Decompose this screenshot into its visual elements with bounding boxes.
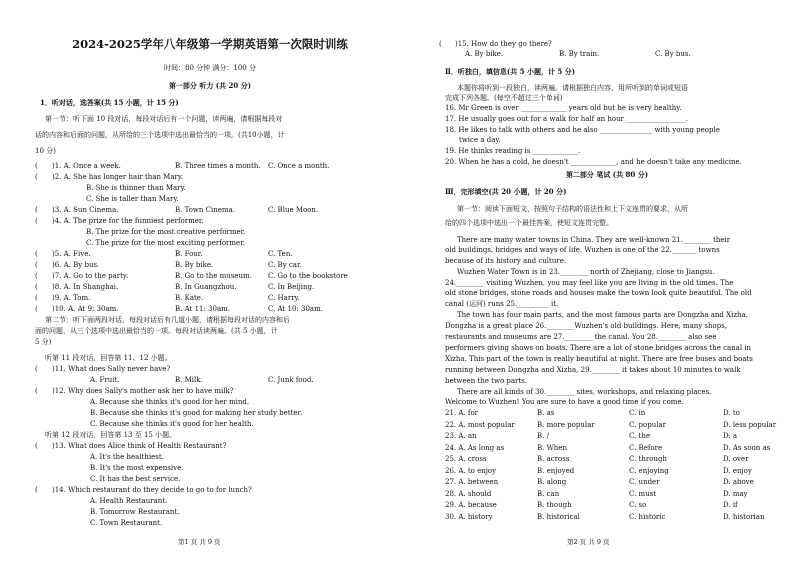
passage-line: Dongzha is a great place 26.________Wuzhen's old buildings. Here, many shops, [445,322,728,330]
sec2-instruction-line: 完成下列各题。(每空不超过三个单词) [445,94,563,102]
question-option-b: B. It's the most expensive. [90,464,184,472]
question-stem: )15. How do they go there? [455,40,552,48]
question-option-c: C. Ten. [268,250,293,258]
answer-paren[interactable]: ( [439,40,442,48]
cloze-option-a: 22. A. most popular [445,420,515,429]
question-option-a: A. Because she thinks it's good for her mind. [90,398,250,406]
cloze-option-b: B. historical [537,512,580,521]
cloze-option-d: D. enjoy [723,466,752,475]
passage-line: between the two parts. [445,377,528,385]
cloze-option-c: C. enjoying [629,466,669,475]
question-option-a: A. It's the healthiest. [90,453,164,461]
cloze-option-a: 29. A. because [445,501,497,509]
question-option-c: C. In Beijing. [268,283,315,291]
cloze-option-c: C. through [629,455,667,463]
question-stem: )11. What does Sally never have? [52,365,171,373]
answer-paren[interactable]: ( [35,261,38,269]
answer-paren[interactable]: ( [35,294,38,302]
sec1-heading: 1．听对话，选答案(共 15 小题，计 15 分) [40,98,179,107]
answer-paren[interactable]: ( [35,217,38,225]
question-option-a: )7. A. Go to the party. [52,272,129,280]
question-option-b: B. Four. [175,250,203,258]
question-option-a: )1. A. Once a week. [52,162,121,170]
question-option-c: C. Because she thinks it's good for her health. [90,420,254,428]
passage-line: There are all kinds of 30.________ sites, workshops, and relaxing places. [457,388,712,396]
cloze-option-c: C. historic [629,512,666,521]
question-option-c: C. By car. [268,261,302,269]
question-option-c: C. Town Restaurant. [90,519,163,527]
cloze-option-d: D. above [723,478,754,486]
passage-line: old buildings, bridges and ways of life. Wuzhen is one of the 22._______ towns [445,246,720,254]
cloze-option-a: 21. A. for [445,409,479,417]
passage-line: There are many water towns in China. They are well-known 21.________ their [457,236,731,244]
answer-paren[interactable]: ( [35,486,38,494]
question-option-b: B. By bike. [175,261,214,269]
sec2-instruction-line: 本题你将听到一段独白，读两遍。请根据独白内容、用所听到的单词或短语 [457,84,688,92]
question-option-a: )5. A. Five. [52,250,91,258]
question-option-b: B. The prize for the most creative performer. [86,228,246,236]
answer-paren[interactable]: ( [35,250,38,258]
cloze-option-d: D. historian [723,512,765,521]
cloze-option-b: B. though [537,501,572,509]
cloze-option-a: 28. A. should [445,489,492,498]
fill-blank-item: 20. When he has a cold, he doesn't _____________, and he doesn't take any medicine. [445,158,742,166]
cloze-option-d: D. less popular [723,420,777,429]
cloze-option-d: D. may [723,489,748,498]
answer-paren[interactable]: ( [35,305,38,313]
sec3-heading: Ⅲ．完形填空(共 20 小题，计 20 分) [445,187,567,196]
sec2-instruction-line: 5 分) [35,338,52,346]
sec1-instruction-line: 第一节：听下面 10 段对话，每段对话后有一个问题，读两遍，请根据每段对 [45,115,283,123]
cloze-option-b: B. enjoyed [537,466,575,475]
exam-title: 2024-2025学年八年级第一学期英语第一次限时训练 [72,37,348,51]
passage-line: performers giving shows on boats. There are a lot of stone bridges across the canal in [445,344,752,352]
cloze-option-b: B. more popular [537,420,595,429]
question-option-a: )2. A. She has longer hair than Mary. [52,173,184,181]
cloze-option-b: B. When [537,443,567,452]
question-option-a: )6. A. By bus. [52,261,100,269]
question-option-a: )4. A. The prize for the funniest performer. [52,217,204,225]
passage-line: canal (运河) runs 25._________ it. [445,300,559,308]
question-option-c: C. The prize for the most exciting performer. [86,239,245,247]
conversation-intro: 听第 11 段对话，回答第 11、12 小题。 [45,354,172,362]
cloze-option-c: C. popular [629,420,666,429]
question-option-a: )8. A. In Shanghai. [52,283,119,291]
question-option-b: B. Three times a month. [175,162,261,170]
question-option-c: C. Harry. [268,294,300,302]
question-option-c: C. Junk food. [268,376,314,384]
question-stem: )14. Which restaurant do they decide to go to for lunch? [52,486,252,494]
fill-blank-item: 19. He thinks reading is _____________. [445,147,581,155]
sec2-instruction-line: 第二节：听下面两段对话，每段对话后有几道小题，请根据每段对话的内容和后 [45,316,290,324]
right-page [397,0,794,561]
cloze-option-a: 27. A. between [445,478,499,486]
question-option-a: )9. A. Tom. [52,294,91,302]
sec3-instruction-line: 第一节：阅读下面短文，按照句子结构的语法性和上下文连贯的要求，从所 [457,205,688,213]
cloze-option-c: C. Before [629,443,663,452]
passage-line: Wuzhen Water Town is in 23.________ north of Zhejiang, close to Jiangsu. [457,268,715,276]
cloze-option-a: 26. A. to enjoy [445,466,497,475]
cloze-option-c: C. under [629,478,660,486]
answer-paren[interactable]: ( [35,365,38,373]
passage-line: 24.________ visiting Wuzhen, you may feel like you are living in the old times. The [445,279,734,287]
passage-line: because of its history and culture. [445,257,567,265]
cloze-option-b: B. can [537,489,560,498]
fill-blank-item: 18. He likes to talk with others and he also _______________ with young people [445,126,720,134]
cloze-option-d: D. As soon as [723,443,771,452]
question-option-b: B. She is thinner than Mary. [86,184,186,192]
sec3-instruction-line: 给的四个选项中选出一个最佳答案，使短文连贯完整。 [445,219,613,227]
cloze-option-a: 23. A. an [445,432,477,440]
cloze-option-a: 24. A. As long as [445,443,505,452]
question-option-b: B. Kate. [175,294,204,302]
answer-paren[interactable]: ( [35,272,38,280]
fill-blank-item: 16. Mr Green is over _____________ years old but he is very healthy. [445,104,682,112]
question-option-c: C. She is taller than Mary. [86,195,179,203]
fill-blank-item: twice a day. [459,136,501,144]
fill-blank-item: 17. He usually goes out for a walk for half an hour _________________. [445,115,688,123]
part1-heading: 第一部分 听力 (共 20 分) [168,81,252,90]
passage-line: running between Dongzha and Xizha, 29.________ it takes about 10 minutes to walk [445,366,741,374]
answer-paren[interactable]: ( [35,173,38,181]
cloze-option-c: C. must [629,489,657,498]
cloze-option-c: C. in [629,409,646,417]
sec1-instruction-line: 话的内容和后面的问题，从所给的三个选项中选出最恰当的一项。(共10小题，计 [35,131,285,139]
sec2-heading: Ⅱ．听独白，填信息(共 5 小题，计 5 分) [445,67,576,76]
cloze-option-a: 25. A. cross [445,455,487,463]
question-option-c: C. At 10: 30am. [268,305,323,313]
question-stem: )13. What does Alice think of Health Restaurant? [52,442,227,450]
question-option-b: B. Because she thinks it's good for making her study better. [90,409,303,417]
cloze-option-d: D. to [723,409,740,417]
question-option-a: )10. A. At 9: 30am. [52,305,119,313]
part2-heading: 第二部分 笔试 (共 80 分) [565,170,649,179]
question-option-b: B. Milk. [175,376,203,384]
answer-paren[interactable]: ( [35,387,38,395]
cloze-option-d: D. a [723,432,737,440]
question-option-a: A. Fruit. [90,376,120,384]
question-option-b: B. At 11: 30am. [175,305,230,313]
question-option-c: C. Blue Moon. [268,206,319,214]
question-stem: )12. Why does Sally's mother ask her to have milk? [52,387,234,395]
cloze-option-a: 30. A. history [445,512,493,521]
question-option-c: C. Once a month. [268,162,330,170]
cloze-option-c: C. so [629,501,647,509]
answer-paren[interactable]: ( [35,283,38,291]
conversation-intro: 听第 12 段对话，回答第 13 至 15 小题。 [45,431,177,439]
question-option-a: A. Health Restaurant. [90,497,168,505]
answer-paren[interactable]: ( [35,442,38,450]
question-option-b: B. Go to the museum. [175,272,252,280]
page-footer: 第1 页 共 9 页 [178,538,221,546]
sec2-instruction-line: 面的问题，从三个选项中选出最恰当的一项。每段对话读两遍。(共 5 小题，计 [35,327,278,335]
cloze-option-c: C. the [629,432,651,440]
question-option-a: )3. A. Sun Cinema. [52,206,119,214]
page-footer: 第2 页 共 9 页 [567,538,610,546]
question-option-b: B. By train. [559,50,600,58]
question-option-c: C. It has the best service. [90,475,181,483]
answer-paren[interactable]: ( [35,206,38,214]
passage-line: old stone bridges, stone roads and houses make the town look quite beautiful. The old [445,289,752,297]
cloze-option-b: B. along [537,478,567,486]
question-option-c: C. By bus. [655,50,691,58]
passage-line: The town has four main parts, and the most famous parts are Dongzha and Xizha. [457,311,748,319]
cloze-option-d: D. if [723,501,738,509]
question-option-c: C. Go to the bookstore [268,272,348,280]
cloze-option-b: B. as [537,409,555,417]
question-option-a: A. By bike. [465,50,504,58]
exam-info: 时间：80 分钟 满分：100 分 [164,64,256,72]
cloze-option-b: B. across [537,455,570,463]
cloze-option-b: B. / [537,432,549,440]
question-option-b: B. Town Cinema. [175,206,235,214]
sec1-instruction-line: 10 分) [35,147,56,155]
passage-line: Xizha. This part of the town is really beautiful at night. There are free buses and boats [445,355,753,363]
passage-line: Welcome to Wuzhen! You are sure to have a good time if you come. [445,398,684,406]
question-option-b: B. Tomorrow Restaurant. [90,508,180,516]
cloze-option-d: D. over [723,455,749,463]
passage-line: restaurants and museums are 27.________ the canal. You 28.________ also see [445,333,717,341]
question-option-b: B. In Guangzhou. [175,283,237,291]
answer-paren[interactable]: ( [35,162,38,170]
